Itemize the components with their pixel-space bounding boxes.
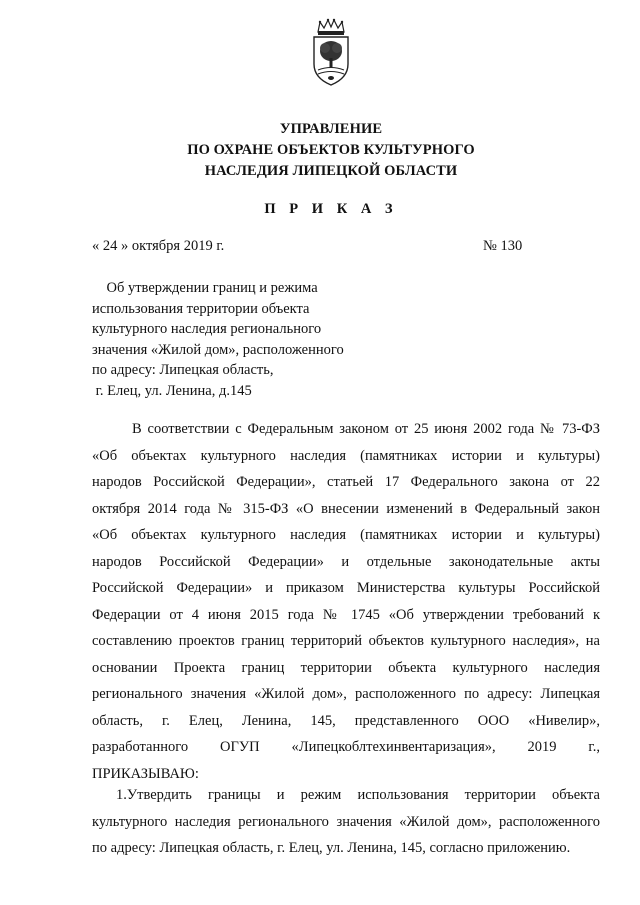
body-line: составлению проектов границ территорий объектов культурного наследия», на bbox=[92, 633, 600, 649]
subject-line: культурного наследия регионального bbox=[92, 321, 322, 337]
item-line: по адресу: Липецкая область, г. Елец, ул. Ленина, 145, согласно приложению. bbox=[92, 840, 571, 856]
subject-line: г. Елец, ул. Ленина, д.145 bbox=[92, 382, 252, 399]
coat-of-arms-icon bbox=[306, 18, 356, 88]
item-1-paragraph bbox=[92, 782, 600, 862]
subject-line: использования территории объекта bbox=[92, 300, 310, 317]
body-line: В соответствии с Федеральным законом от 25 июня 2002 года № 73-ФЗ bbox=[132, 421, 600, 437]
body-line: основании Проекта границ территории объекта культурного наследия bbox=[92, 659, 600, 676]
item-line: 1.Утвердить границы и режим использования территории объекта bbox=[116, 787, 600, 803]
order-date: « 24 » октября 2019 г. bbox=[92, 238, 225, 254]
authority-header bbox=[0, 119, 640, 182]
body-line: ПРИКАЗЫВАЮ: bbox=[92, 765, 199, 782]
body-line: «Об объектах культурного наследия (памятниках истории и культуры) bbox=[92, 527, 600, 543]
body-line: разработанного ОГУП «Липецкоблтехинвентаризация», 2019 г., bbox=[92, 739, 600, 755]
body-line: область, г. Елец, Ленина, 145, представленного ООО «Нивелир», bbox=[92, 712, 600, 729]
order-number: № 130 bbox=[483, 238, 523, 254]
header-line: ПО ОХРАНЕ ОБЪЕКТОВ КУЛЬТУРНОГО bbox=[187, 142, 475, 158]
order-title: П Р И К А З bbox=[264, 201, 398, 217]
header-line: НАСЛЕДИЯ ЛИПЕЦКОЙ ОБЛАСТИ bbox=[204, 163, 458, 179]
body-line: Федерации от 4 июня 2015 года № 1745 «Об утверждении требований к bbox=[92, 606, 600, 623]
header-line: УПРАВЛЕНИЕ bbox=[279, 121, 383, 137]
body-line: «Об объектах культурного наследия (памятниках истории и культуры) bbox=[92, 447, 600, 464]
preamble-paragraph bbox=[92, 416, 600, 787]
order-subject bbox=[92, 278, 382, 401]
subject-line: по адресу: Липецкая область, bbox=[92, 362, 274, 378]
body-line: народов Российской Федерации», статьей 17 Федерального закона от 22 bbox=[92, 474, 600, 490]
body-line: октября 2014 года № 315-ФЗ «О внесении изменений в Федеральный закон bbox=[92, 500, 600, 517]
subject-line: значения «Жилой дом», расположенного bbox=[92, 341, 344, 358]
body-line: народов Российской Федерации» и отдельные законодательные акты bbox=[92, 553, 600, 570]
item-line: культурного наследия регионального значения «Жилой дом», расположенного bbox=[92, 813, 600, 830]
subject-line: Об утверждении границ и режима bbox=[92, 280, 318, 296]
body-line: Российской Федерации» и приказом Министерства культуры Российской bbox=[92, 580, 600, 596]
body-line: регионального значения «Жилой дом», расположенного по адресу: Липецкая bbox=[92, 686, 600, 702]
